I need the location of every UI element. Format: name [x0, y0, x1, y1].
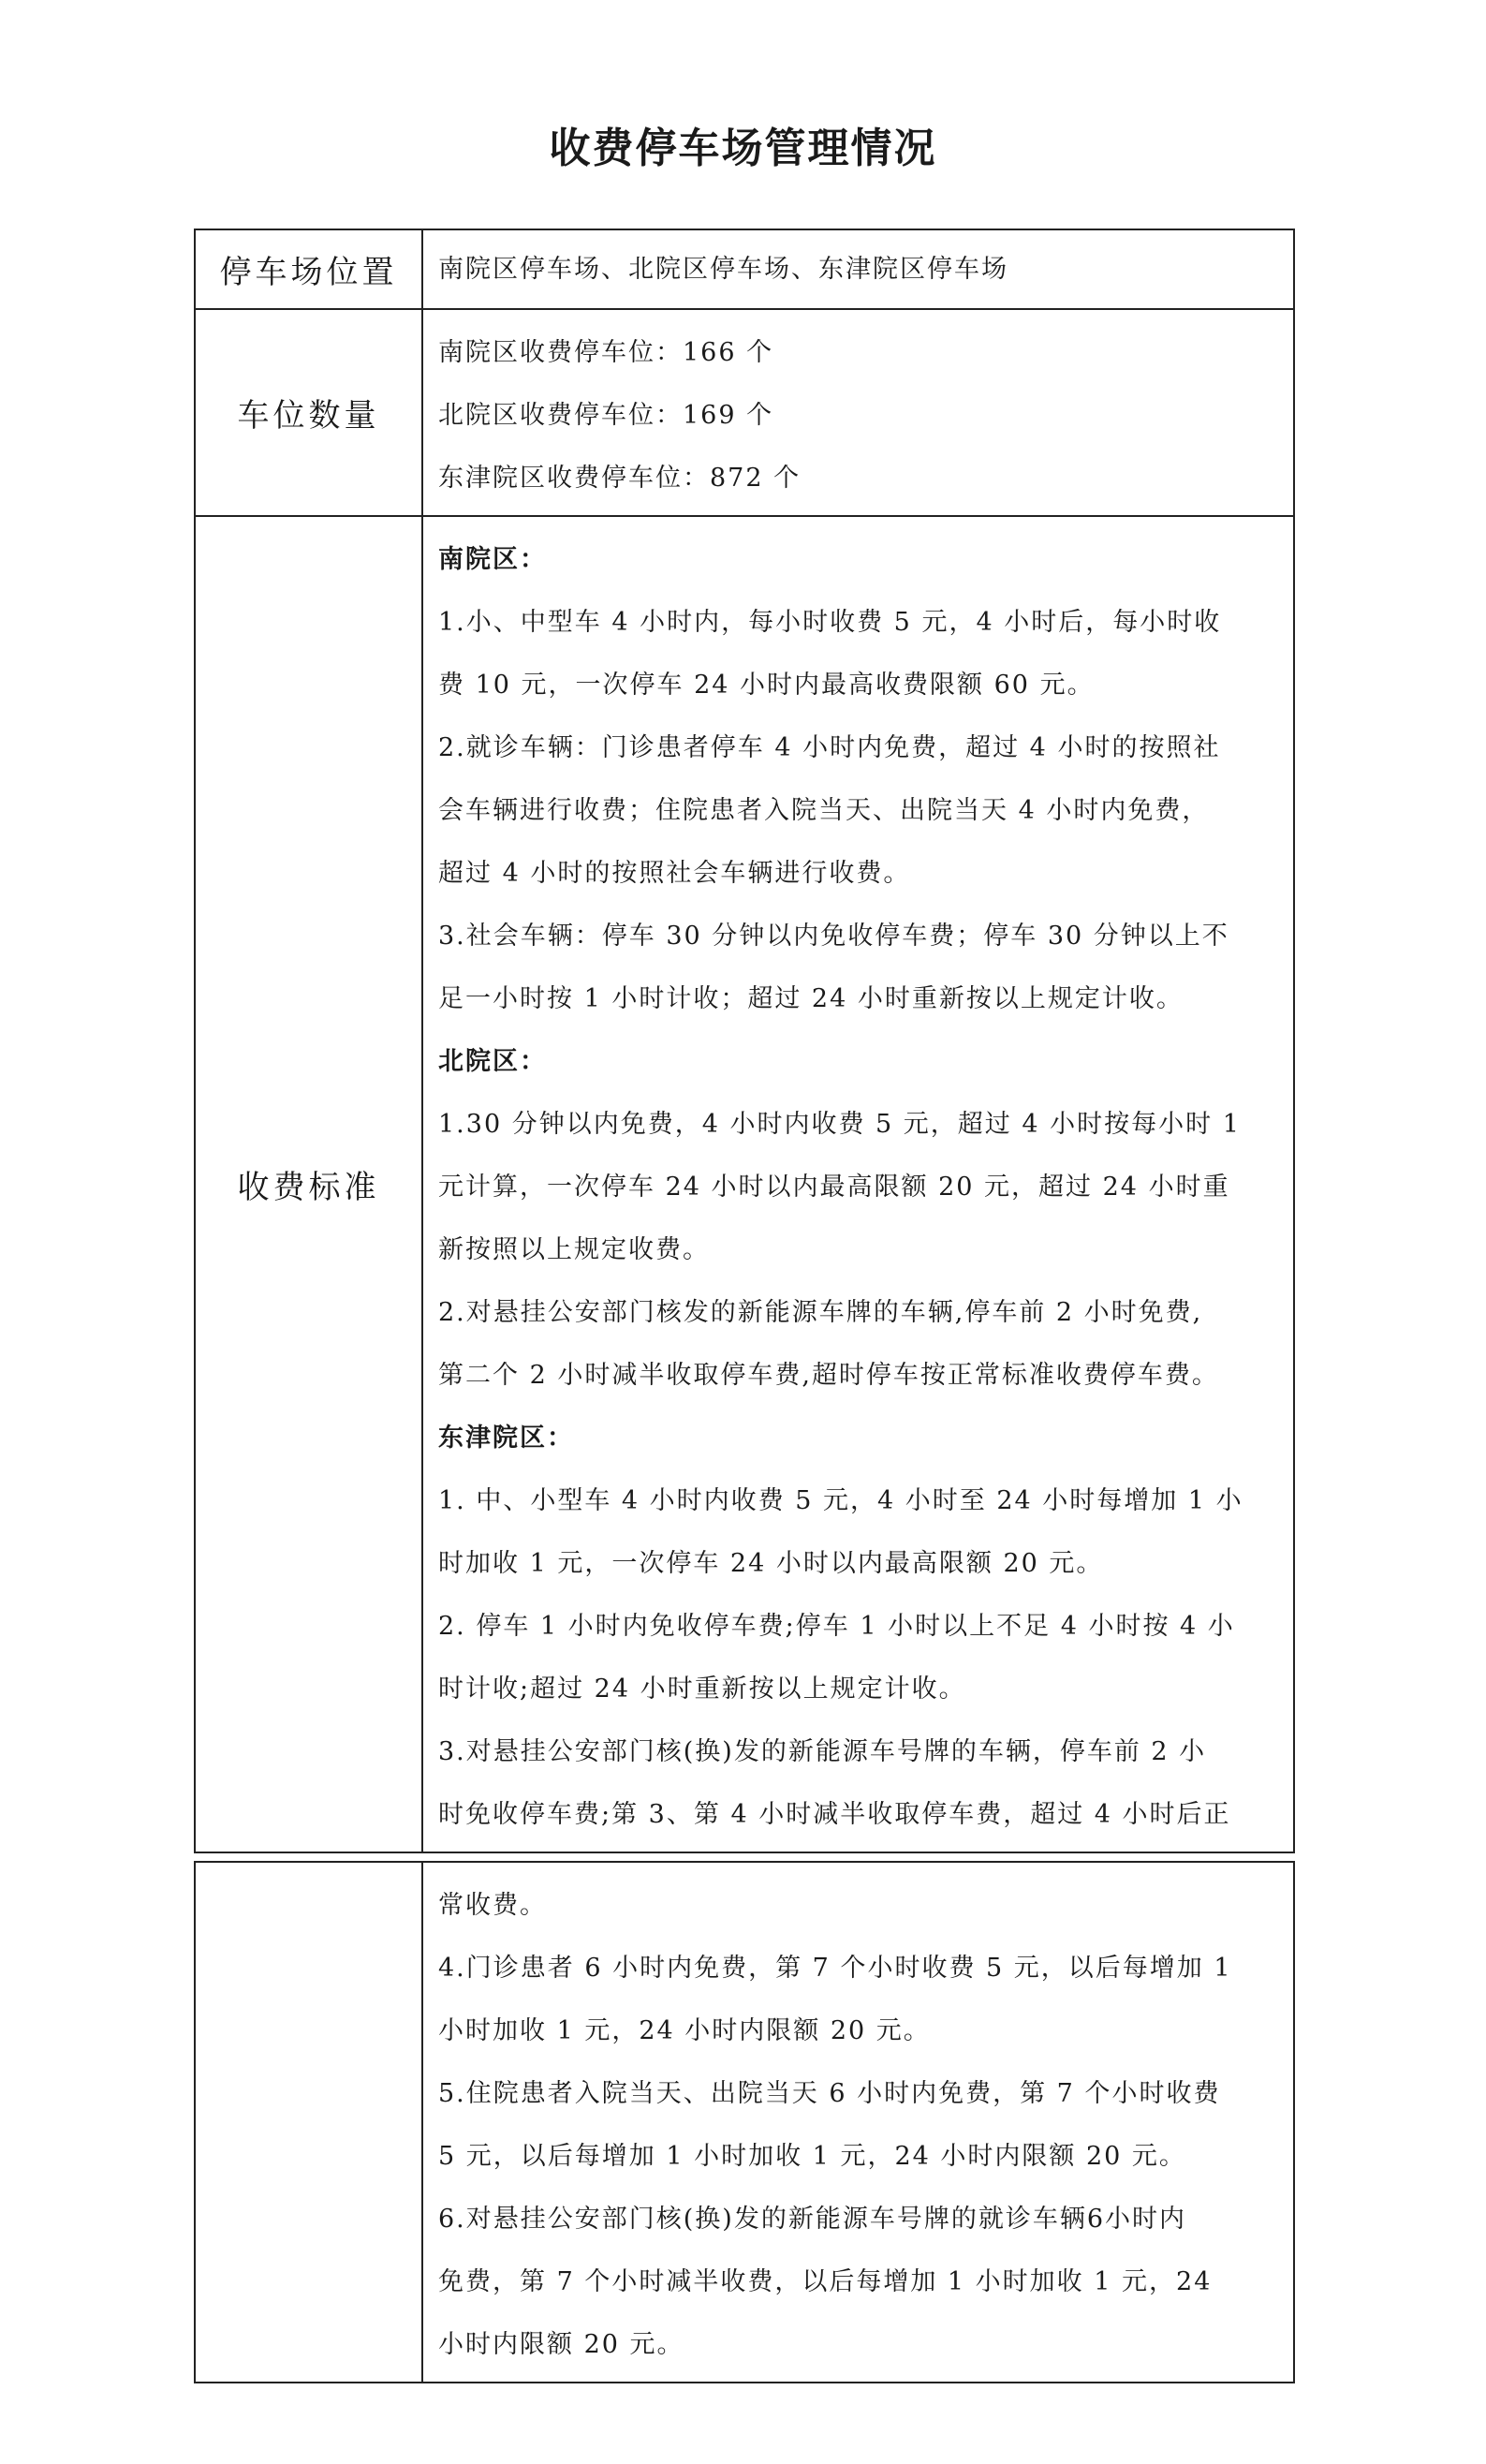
standards-line: 1. 中、小型车 4 小时内收费 5 元，4 小时至 24 小时每增加 1 小 — [438, 1486, 1243, 1515]
standards-line: 1.30 分钟以内免费，4 小时内收费 5 元，超过 4 小时按每小时 1 — [438, 1110, 1241, 1139]
standards-line: 会车辆进行收费；住院患者入院当天、出院当天 4 小时内免费， — [438, 796, 1210, 825]
section-heading-south: 南院区： — [438, 545, 547, 574]
section-heading-dongjin: 东津院区： — [438, 1424, 574, 1453]
standards-line: 5.住院患者入院当天、出院当天 6 小时内免费，第 7 个小时收费 — [438, 2079, 1221, 2108]
standards-line: 4.门诊患者 6 小时内免费，第 7 个小时收费 5 元，以后每增加 1 — [438, 1954, 1232, 1983]
standards-row-continued — [195, 1862, 1294, 2383]
spaces-content — [422, 309, 1294, 516]
spaces-line: 南院区收费停车位：166 个 — [438, 338, 774, 367]
standards-line: 小时内限额 20 元。 — [438, 2330, 684, 2359]
spaces-row — [195, 309, 1294, 516]
standards-line: 费 10 元，一次停车 24 小时内最高收费限额 60 元。 — [438, 671, 1095, 700]
standards-content — [422, 516, 1294, 1852]
page-title: 收费停车场管理情况 — [549, 125, 937, 172]
standards-line: 2.对悬挂公安部门核发的新能源车牌的车辆,停车前 2 小时免费, — [438, 1298, 1203, 1327]
standards-line: 5 元，以后每增加 1 小时加收 1 元，24 小时内限额 20 元。 — [438, 2142, 1186, 2171]
spaces-line: 东津院区收费停车位：872 个 — [438, 464, 802, 493]
standards-line: 3.社会车辆：停车 30 分钟以内免收停车费；停车 30 分钟以上不 — [438, 922, 1229, 951]
standards-label: 收费标准 — [195, 516, 422, 1852]
standards-line: 小时加收 1 元，24 小时内限额 20 元。 — [438, 2016, 931, 2045]
spaces-label: 车位数量 — [195, 309, 422, 516]
parking-info-table — [194, 229, 1295, 1853]
standards-line: 第二个 2 小时减半收取停车费,超时停车按正常标准收费停车费。 — [438, 1361, 1219, 1390]
standards-line: 2.就诊车辆：门诊患者停车 4 小时内免费，超过 4 小时的按照社 — [438, 733, 1221, 762]
standards-line: 免费，第 7 个小时减半收费，以后每增加 1 小时加收 1 元，24 — [438, 2267, 1213, 2296]
standards-line: 时加收 1 元，一次停车 24 小时以内最高限额 20 元。 — [438, 1549, 1104, 1578]
standards-line: 1.小、中型车 4 小时内，每小时收费 5 元，4 小时后，每小时收 — [438, 608, 1222, 637]
section-heading-north: 北院区： — [438, 1047, 547, 1076]
standards-line: 超过 4 小时的按照社会车辆进行收费。 — [438, 859, 911, 888]
standards-line: 新按照以上规定收费。 — [438, 1235, 710, 1264]
location-value: 南院区停车场、北院区停车场、东津院区停车场 — [438, 255, 1008, 284]
standards-line: 时免收停车费;第 3、第 4 小时减半收取停车费，超过 4 小时后正 — [438, 1800, 1231, 1829]
standards-line: 元计算，一次停车 24 小时以内最高限额 20 元，超过 24 小时重 — [438, 1173, 1230, 1202]
standards-line: 6.对悬挂公安部门核(换)发的新能源车号牌的就诊车辆6小时内 — [438, 2205, 1187, 2234]
empty-label-cell — [195, 1862, 422, 2383]
location-label: 停车场位置 — [195, 229, 422, 309]
standards-row — [195, 516, 1294, 1852]
spaces-line: 北院区收费停车位：169 个 — [438, 401, 774, 430]
standards-line: 3.对悬挂公安部门核(换)发的新能源车号牌的车辆，停车前 2 小 — [438, 1737, 1207, 1766]
standards-content-continued — [422, 1862, 1294, 2383]
standards-line: 常收费。 — [438, 1891, 547, 1920]
parking-info-table-continued — [194, 1861, 1295, 2383]
standards-line: 时计收;超过 24 小时重新按以上规定计收。 — [438, 1675, 966, 1704]
standards-line: 足一小时按 1 小时计收；超过 24 小时重新按以上规定计收。 — [438, 984, 1184, 1013]
standards-line: 2. 停车 1 小时内免收停车费;停车 1 小时以上不足 4 小时按 4 小 — [438, 1612, 1235, 1641]
location-row — [195, 229, 1294, 309]
